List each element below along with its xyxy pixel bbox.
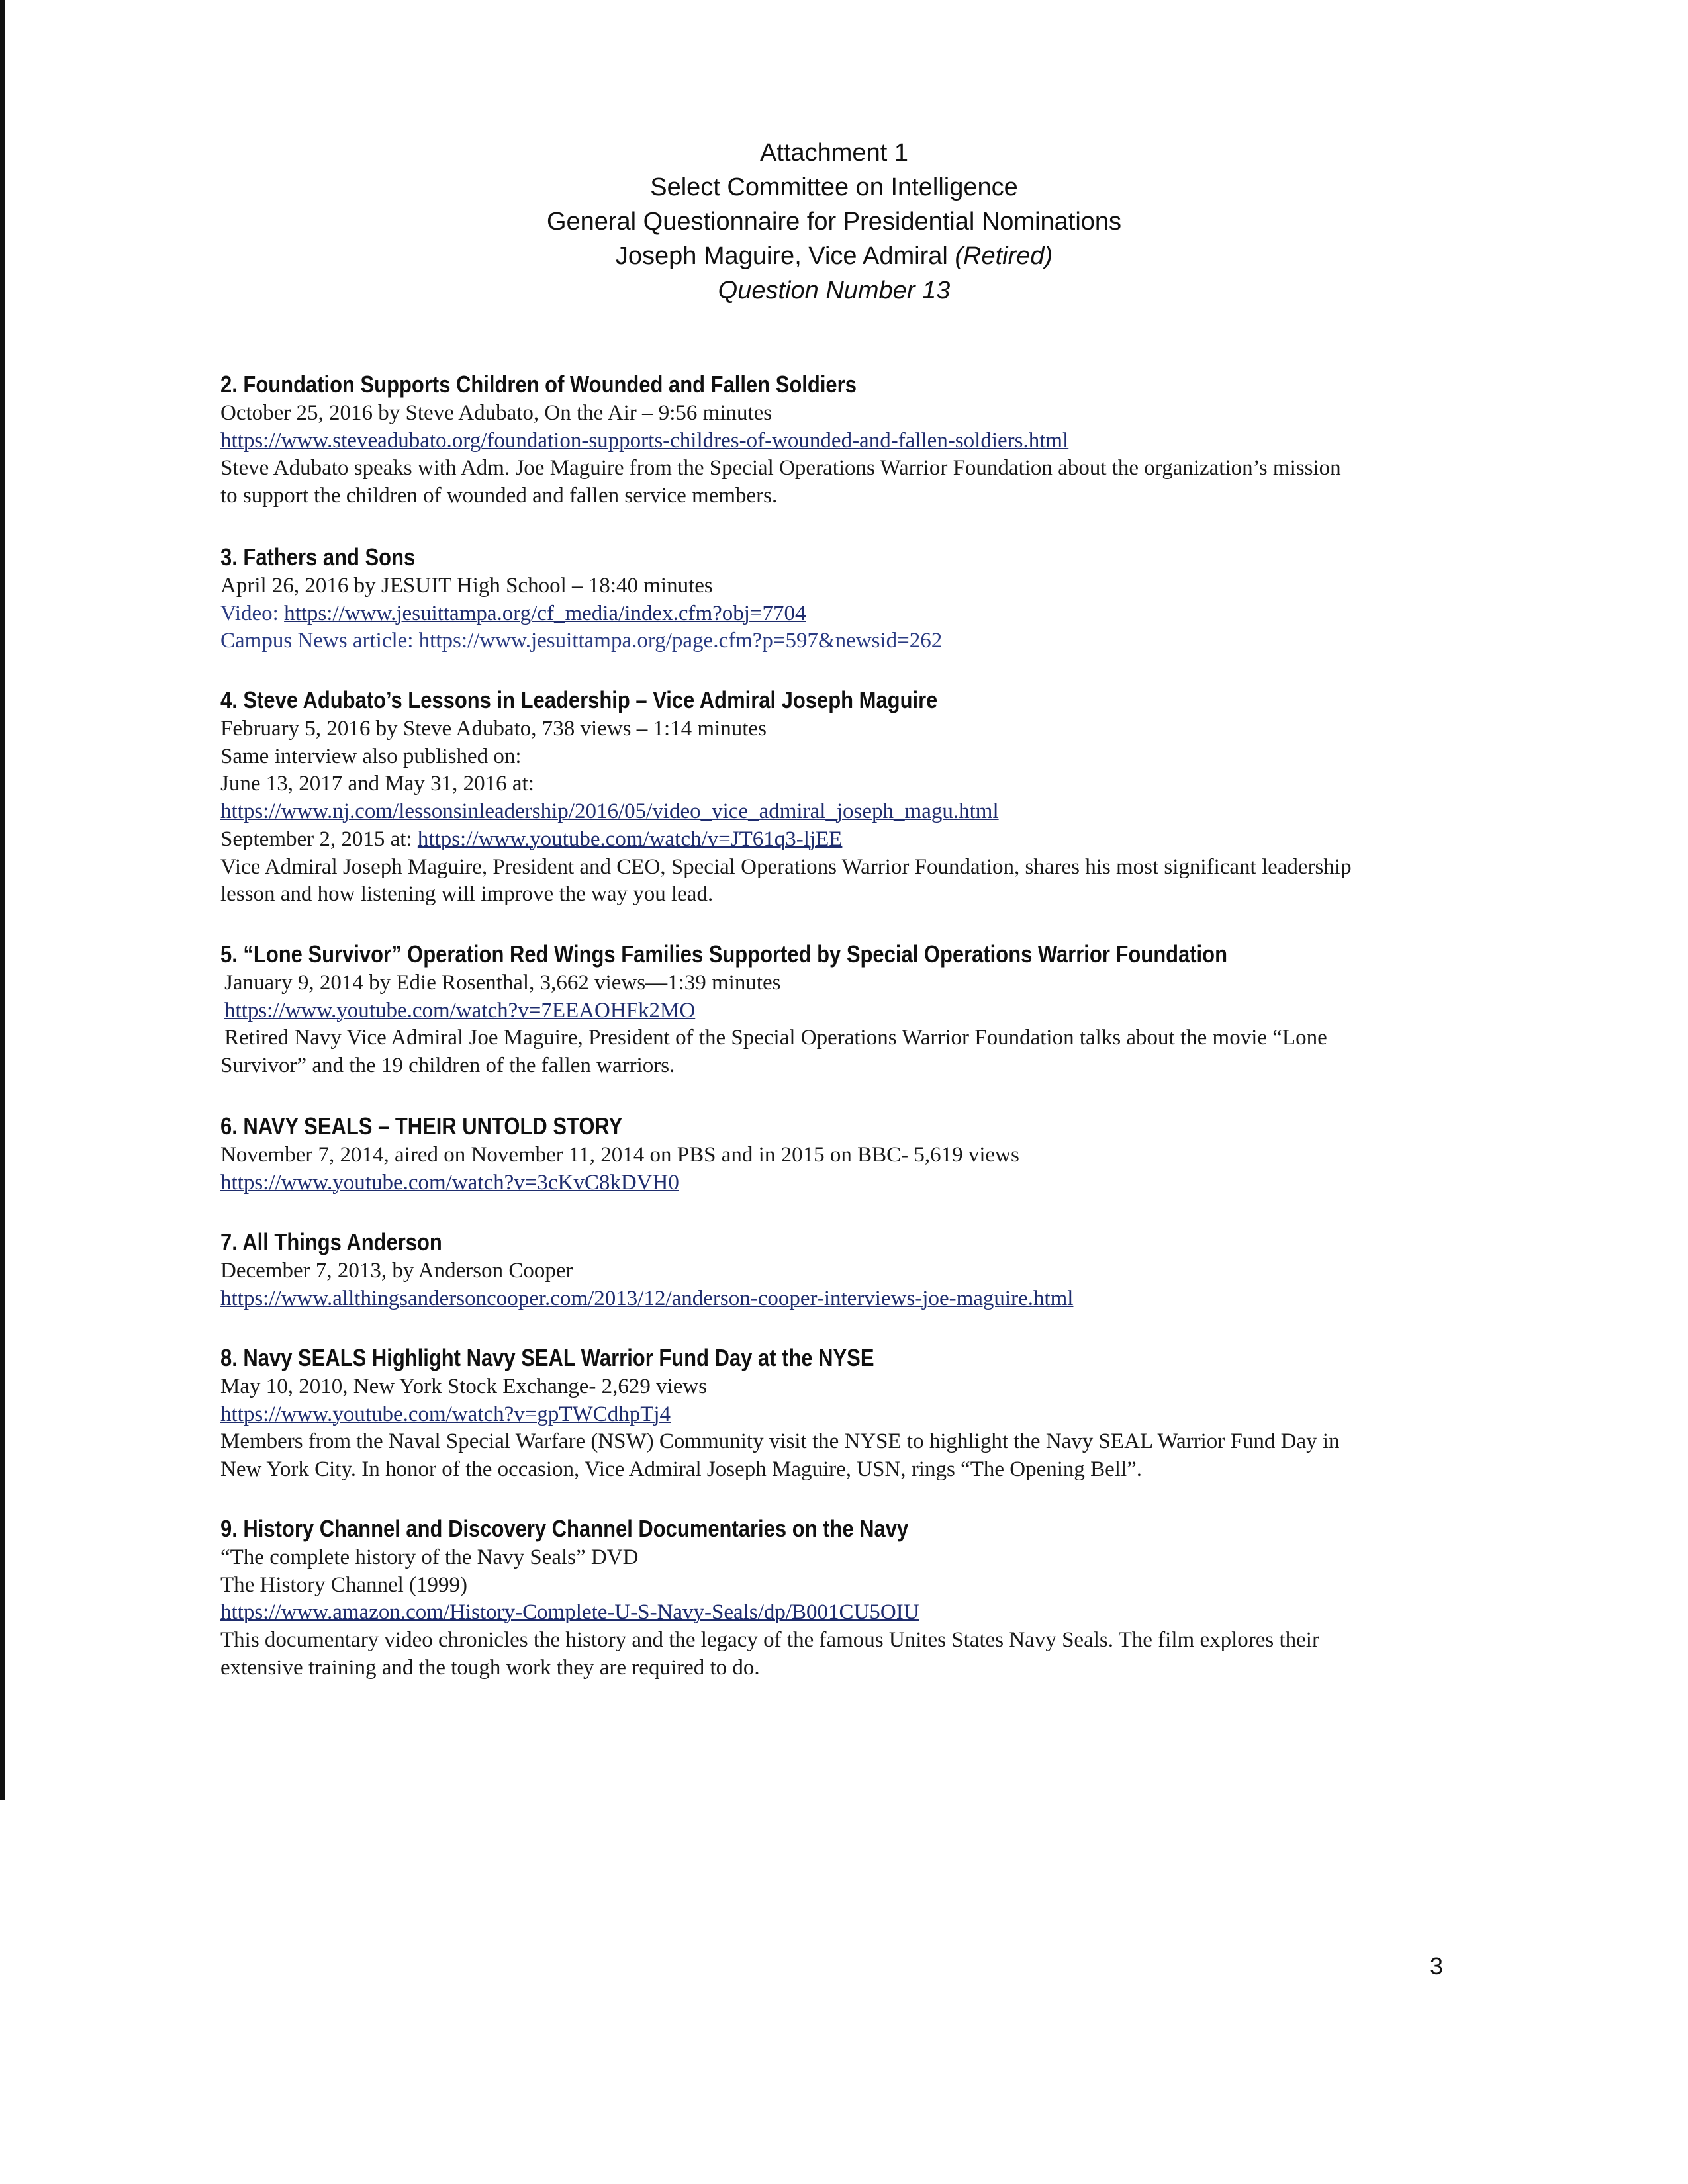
item-text: Retired Navy Vice Admiral Joe Maguire, President of the Special Operations Warrior Foundation talks about the movie “Lone (224, 1026, 1327, 1050)
item-link[interactable]: https://www.nj.com/lessonsinleadership/2016/05/video_vice_admiral_joseph_magu.html (220, 799, 999, 824)
item-link[interactable]: https://www.steveadubato.org/foundation-supports-childres-of-wounded-and-fallen-soldiers.html (220, 428, 1069, 453)
committee-name: Select Committee on Intelligence (650, 173, 1018, 201)
question-number: Question Number 13 (718, 277, 951, 304)
nominee-name-text: Joseph Maguire, Vice Admiral (615, 242, 955, 270)
item-heading: 3. Fathers and Sons (220, 543, 416, 570)
item-link[interactable]: https://www.youtube.com/watch?v=3cKvC8kDVH0 (220, 1170, 679, 1195)
item-line (220, 627, 1465, 655)
media-item (220, 1227, 1465, 1312)
item-text: June 13, 2017 and May 31, 2016 at: (220, 772, 534, 796)
item-text: Video: (220, 601, 285, 625)
item-line (220, 1024, 1465, 1052)
item-line (220, 743, 1465, 771)
item-line (220, 1169, 1465, 1197)
item-line (220, 997, 1465, 1025)
item-heading: 9. History Channel and Discovery Channel Documentaries on the Navy (220, 1515, 909, 1542)
item-line (220, 715, 1465, 743)
media-item (220, 369, 1465, 510)
item-link[interactable]: https://www.youtube.com/watch?v=7EEAOHFk2MO (224, 998, 696, 1023)
item-line (220, 970, 1465, 997)
item-text: December 7, 2013, by Anderson Cooper (220, 1259, 573, 1283)
item-heading: 4. Steve Adubato’s Lessons in Leadership – Vice Admiral Joseph Maguire (220, 686, 938, 713)
item-line (220, 826, 1465, 854)
item-text: October 25, 2016 by Steve Adubato, On the Air – 9:56 minutes (220, 401, 773, 425)
item-line (220, 1627, 1465, 1655)
item-link[interactable]: https://www.youtube.com/watch?v=gpTWCdhpTj4 (220, 1402, 671, 1426)
item-text: September 2, 2015 at: (220, 827, 418, 851)
nominee-status: (Retired) (955, 242, 1053, 270)
item-heading: 7. All Things Anderson (220, 1228, 442, 1255)
nominee-name (0, 239, 1668, 273)
item-line (220, 1428, 1465, 1456)
item-heading: 5. “Lone Survivor” Operation Red Wings Families Supported by Special Operations Warrior Foundation (220, 940, 1227, 968)
item-line (220, 482, 1465, 510)
item-line (220, 798, 1465, 826)
item-line (220, 600, 1465, 628)
item-text: February 5, 2016 by Steve Adubato, 738 views – 1:14 minutes (220, 717, 767, 741)
item-text: The History Channel (1999) (220, 1572, 468, 1597)
item-heading: 8. Navy SEALS Highlight Navy SEAL Warrior Fund Day at the NYSE (220, 1344, 874, 1371)
item-line (220, 1572, 1465, 1600)
questionnaire-title: General Questionnaire for Presidential Nominations (546, 208, 1122, 236)
item-line (220, 770, 1465, 798)
document-header (0, 136, 1668, 308)
item-line (220, 881, 1465, 909)
item-line (220, 854, 1465, 882)
item-link[interactable]: https://www.jesuittampa.org/cf_media/index.cfm?obj=7704 (284, 601, 806, 625)
item-text: May 10, 2010, New York Stock Exchange- 2,629 views (220, 1375, 708, 1398)
media-item (220, 1514, 1465, 1682)
item-text: January 9, 2014 by Edie Rosenthal, 3,662 views—1:39 minutes (224, 971, 781, 995)
item-line (220, 1373, 1465, 1401)
item-line (220, 1285, 1465, 1313)
item-text: November 7, 2014, aired on November 11, 2014 on PBS and in 2015 on BBC- 5,619 views (220, 1143, 1019, 1167)
item-text: This documentary video chronicles the history and the legacy of the famous Unites States Navy Seals. The film explores their (220, 1628, 1319, 1653)
item-line (220, 1142, 1465, 1169)
item-text: Members from the Naval Special Warfare (NSW) Community visit the NYSE to highlight the Navy SEAL Warrior Fund Day in (220, 1430, 1340, 1454)
item-line (220, 572, 1465, 600)
media-item (220, 1111, 1465, 1197)
item-heading: 2. Foundation Supports Children of Wounded and Fallen Soldiers (220, 371, 857, 398)
item-text: “The complete history of the Navy Seals” DVD (220, 1545, 639, 1569)
item-line (220, 1544, 1465, 1572)
item-line (220, 1655, 1465, 1682)
media-item (220, 1343, 1465, 1484)
item-text: Steve Adubato speaks with Adm. Joe Maguire from the Special Operations Warrior Foundation about the organization’s mission (220, 456, 1341, 480)
item-text: Same interview also published on: (220, 744, 522, 768)
item-line (220, 1401, 1465, 1429)
item-text: Survivor” and the 19 children of the fallen warriors. (220, 1054, 675, 1078)
attachment-label: Attachment 1 (760, 139, 908, 167)
item-line (220, 428, 1465, 455)
media-item (220, 939, 1465, 1080)
page-number: 3 (1430, 1952, 1444, 1979)
media-item (220, 685, 1465, 909)
item-line (220, 1456, 1465, 1484)
item-link[interactable]: https://www.allthingsandersoncooper.com/2013/12/anderson-cooper-interviews-joe-maguire.html (220, 1286, 1074, 1310)
item-line (220, 1257, 1465, 1285)
item-line (220, 1052, 1465, 1080)
item-link[interactable]: https://www.youtube.com/watch/v=JT61q3-ljEE (417, 827, 843, 851)
item-text: to support the children of wounded and fallen service members. (220, 484, 778, 508)
item-text: extensive training and the tough work they are required to do. (220, 1655, 760, 1680)
item-link[interactable]: https://www.amazon.com/History-Complete-U-S-Navy-Seals/dp/B001CU5OIU (220, 1600, 919, 1625)
item-heading: 6. NAVY SEALS – THEIR UNTOLD STORY (220, 1113, 623, 1140)
item-text: New York City. In honor of the occasion, Vice Admiral Joseph Maguire, USN, rings “The Opening Bell”. (220, 1457, 1143, 1482)
item-text: lesson and how listening will improve the way you lead. (220, 882, 714, 907)
item-line (220, 400, 1465, 428)
item-line (220, 1599, 1465, 1627)
media-item (220, 542, 1465, 655)
item-text: April 26, 2016 by JESUIT High School – 18:40 minutes (220, 574, 713, 598)
item-text: Campus News article: https://www.jesuittampa.org/page.cfm?p=597&newsid=262 (220, 629, 943, 653)
item-text: Vice Admiral Joseph Maguire, President and CEO, Special Operations Warrior Foundation, shares his most significant leadership (220, 854, 1352, 879)
item-line (220, 455, 1465, 482)
